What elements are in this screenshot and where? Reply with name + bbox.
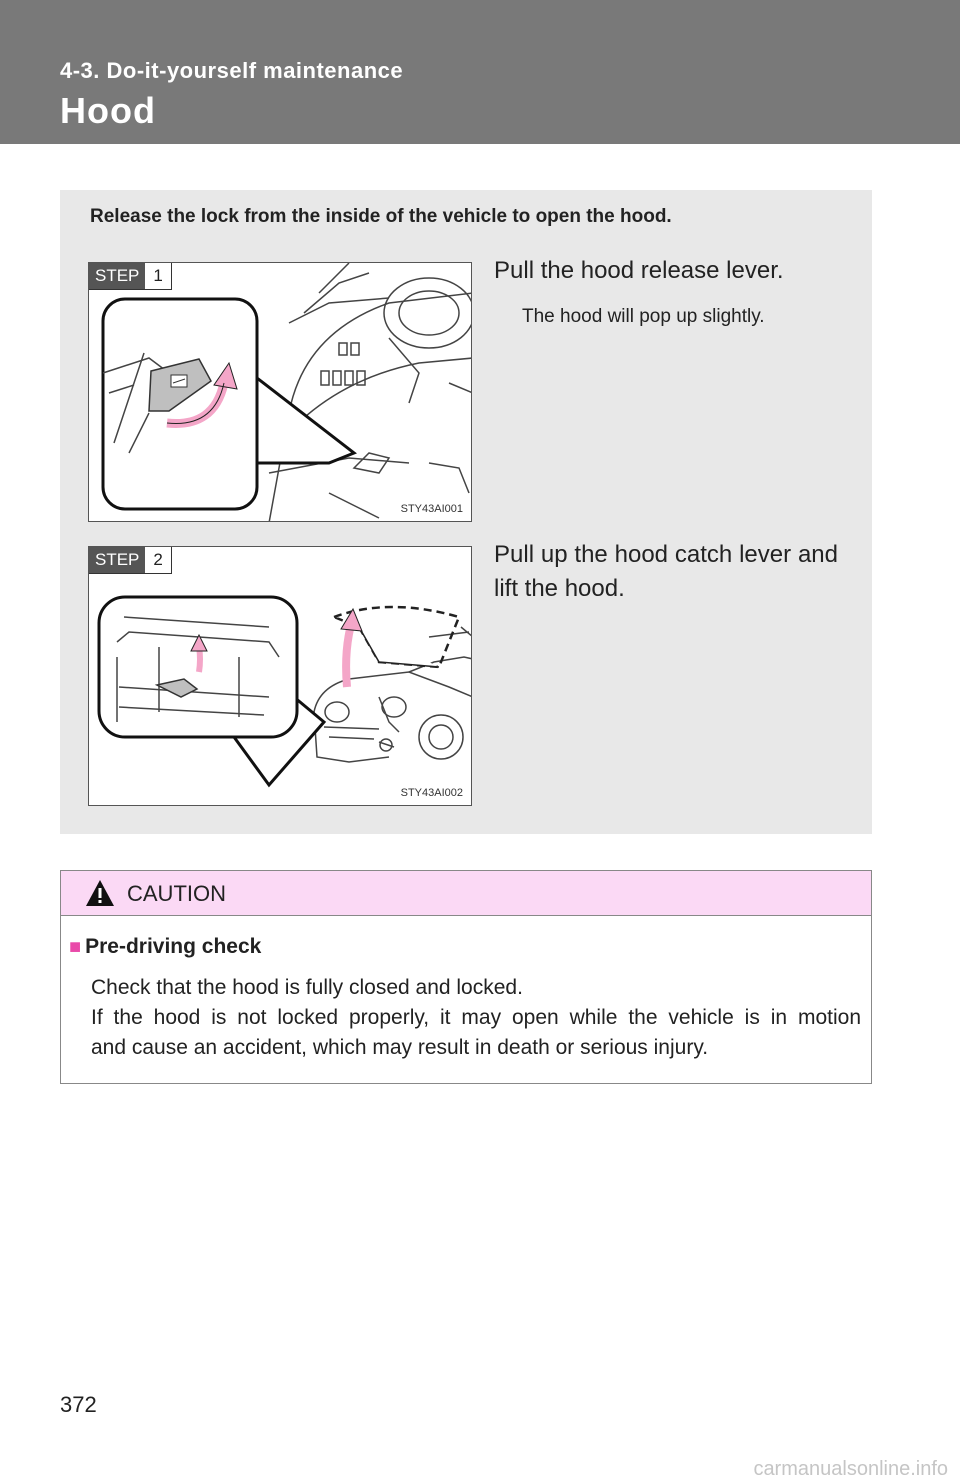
page-number: 372 bbox=[60, 1392, 97, 1417]
step2-illustration bbox=[88, 546, 472, 806]
caution-line: If the hood is not locked properly, it may open while the vehicle is in motion bbox=[91, 1006, 861, 1029]
hood-catch-lever-drawing bbox=[89, 547, 472, 806]
step2-instruction: Pull up the hood catch lever and lift the hood. bbox=[494, 541, 838, 602]
figure-code: STY43AI001 bbox=[400, 503, 463, 515]
page-title: Hood bbox=[60, 90, 156, 131]
caution-line: Check that the hood is fully closed and locked. bbox=[91, 976, 523, 999]
step-number: 1 bbox=[153, 266, 163, 285]
step1-note: The hood will pop up slightly. bbox=[522, 306, 765, 327]
step1-illustration bbox=[88, 262, 472, 522]
page-header bbox=[0, 0, 960, 144]
watermark: carmanualsonline.info bbox=[753, 1458, 948, 1480]
warning-triangle-icon bbox=[85, 879, 115, 907]
caution-subheading-text: Pre-driving check bbox=[85, 935, 262, 958]
caution-title: CAUTION bbox=[127, 881, 226, 906]
step1-badge bbox=[89, 263, 172, 290]
step-word: STEP bbox=[89, 263, 145, 289]
step-number: 2 bbox=[153, 550, 163, 569]
procedure-intro: Release the lock from the inside of the vehicle to open the hood. bbox=[90, 206, 672, 227]
step1-instruction: Pull the hood release lever. bbox=[494, 257, 784, 284]
step2-badge bbox=[89, 547, 172, 574]
caution-box bbox=[60, 870, 872, 1084]
caution-subheading bbox=[69, 935, 261, 959]
procedure-panel bbox=[60, 190, 872, 834]
pink-square-bullet-icon: ■ bbox=[69, 936, 82, 958]
caution-header bbox=[61, 871, 871, 916]
step-word: STEP bbox=[89, 547, 145, 573]
hood-release-lever-drawing bbox=[89, 263, 472, 522]
caution-text bbox=[91, 973, 861, 1063]
section-label: 4-3. Do-it-yourself maintenance bbox=[60, 58, 404, 83]
figure-code: STY43AI002 bbox=[400, 787, 463, 799]
caution-line: and cause an accident, which may result in death or serious injury. bbox=[91, 1036, 709, 1059]
